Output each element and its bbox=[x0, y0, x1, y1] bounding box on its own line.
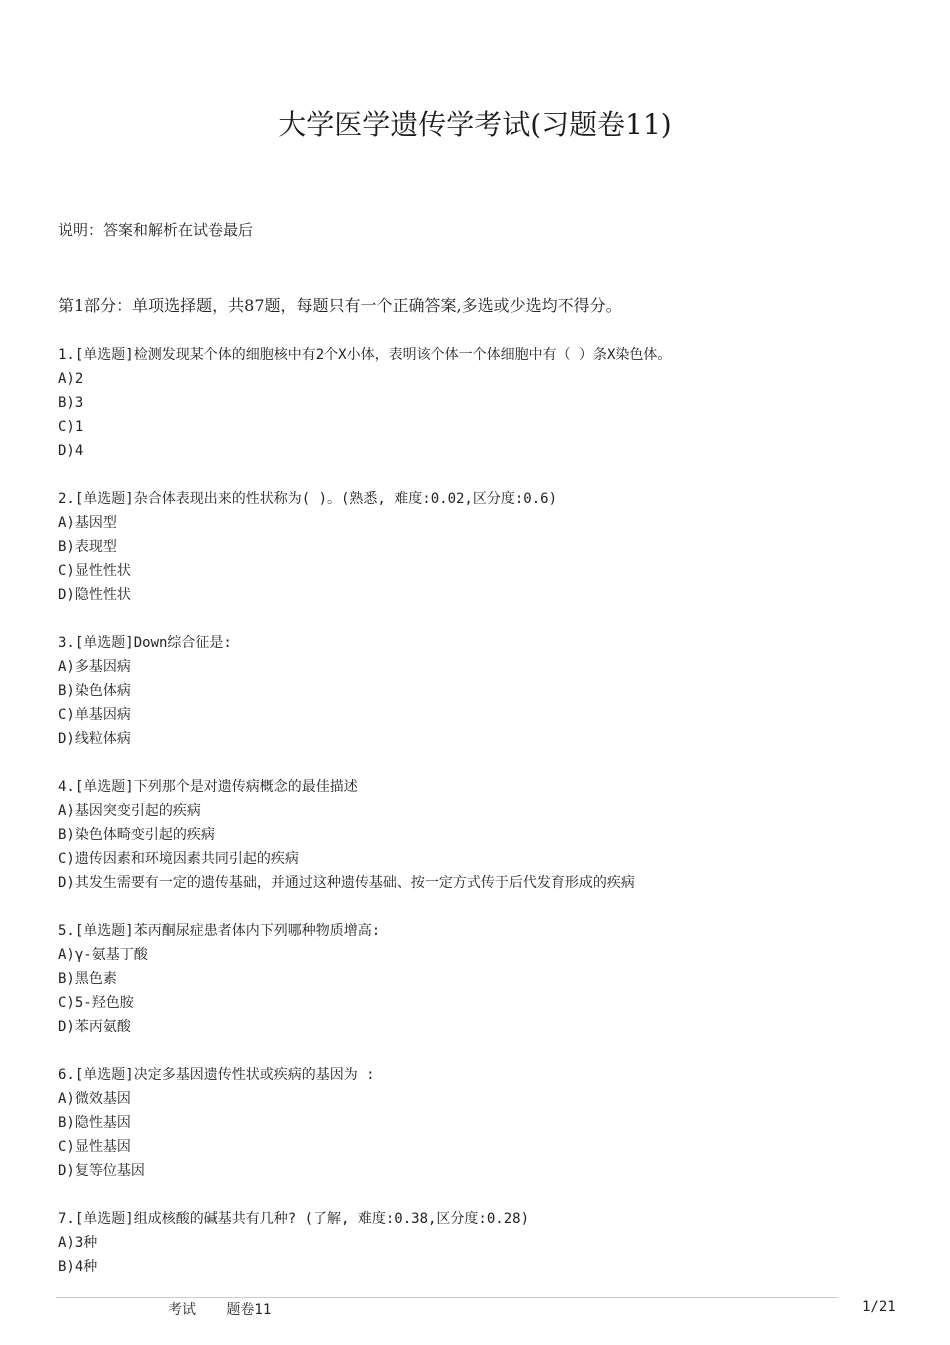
instructions-note: 说明：答案和解析在试卷最后 bbox=[58, 221, 254, 239]
question-stem: 7.[单选题]组成核酸的碱基共有几种? (了解, 难度:0.38,区分度:0.28) bbox=[58, 1211, 530, 1227]
answer-option: C)显性基因 bbox=[58, 1139, 131, 1155]
answer-option: D)苯丙氨酸 bbox=[58, 1019, 131, 1035]
question-item bbox=[58, 1063, 898, 1183]
answer-option: A)微效基因 bbox=[58, 1091, 131, 1107]
question-item bbox=[58, 487, 898, 607]
answer-option: A)多基因病 bbox=[58, 659, 131, 675]
question-item bbox=[58, 631, 898, 751]
question-item bbox=[58, 775, 898, 895]
answer-option: D)其发生需要有一定的遗传基础，并通过这种遗传基础、按一定方式传于后代发育形成的疾病 bbox=[58, 875, 635, 891]
answer-option: A)γ-氨基丁酸 bbox=[58, 947, 148, 963]
answer-option: D)4 bbox=[58, 443, 84, 459]
question-list bbox=[58, 343, 898, 1303]
footer-divider bbox=[56, 1297, 838, 1298]
question-stem: 5.[单选题]苯丙酮尿症患者体内下列哪种物质增高: bbox=[58, 923, 381, 939]
question-stem: 6.[单选题]决定多基因遗传性状或疾病的基因为 : bbox=[58, 1067, 375, 1083]
answer-option: B)黑色素 bbox=[58, 971, 117, 987]
answer-option: C)5-羟色胺 bbox=[58, 995, 134, 1011]
question-item bbox=[58, 343, 898, 463]
page-number: 1/21 bbox=[862, 1299, 896, 1315]
answer-option: A)2 bbox=[58, 371, 84, 387]
answer-option: C)遗传因素和环境因素共同引起的疾病 bbox=[58, 851, 299, 867]
answer-option: B)染色体病 bbox=[58, 683, 131, 699]
answer-option: D)隐性性状 bbox=[58, 587, 131, 603]
answer-option: A)基因突变引起的疾病 bbox=[58, 803, 201, 819]
answer-option: B)3 bbox=[58, 395, 84, 411]
answer-option: D)复等位基因 bbox=[58, 1163, 145, 1179]
answer-option: C)单基因病 bbox=[58, 707, 131, 723]
answer-option: B)隐性基因 bbox=[58, 1115, 131, 1131]
answer-option: D)线粒体病 bbox=[58, 731, 131, 747]
question-stem: 4.[单选题]下列那个是对遗传病概念的最佳描述 bbox=[58, 779, 358, 795]
question-item bbox=[58, 1207, 898, 1279]
answer-option: C)显性性状 bbox=[58, 563, 131, 579]
answer-option: C)1 bbox=[58, 419, 84, 435]
answer-option: B)染色体畸变引起的疾病 bbox=[58, 827, 215, 843]
footer-label: 考试 题卷11 bbox=[168, 1302, 272, 1318]
answer-option: B)表现型 bbox=[58, 539, 117, 555]
question-stem: 3.[单选题]Down综合征是: bbox=[58, 635, 232, 651]
question-stem: 2.[单选题]杂合体表现出来的性状称为( )。(熟悉, 难度:0.02,区分度:0.6) bbox=[58, 491, 558, 507]
section-heading: 第1部分：单项选择题，共87题，每题只有一个正确答案,多选或少选均不得分。 bbox=[58, 296, 622, 315]
document-title: 大学医学遗传学考试(习题卷11) bbox=[278, 108, 672, 141]
answer-option: A)3种 bbox=[58, 1235, 98, 1251]
question-stem: 1.[单选题]检测发现某个体的细胞核中有2个X小体，表明该个体一个体细胞中有（ ）条X染色体。 bbox=[58, 347, 672, 363]
answer-option: A)基因型 bbox=[58, 515, 117, 531]
question-item bbox=[58, 919, 898, 1039]
answer-option: B)4种 bbox=[58, 1259, 98, 1275]
